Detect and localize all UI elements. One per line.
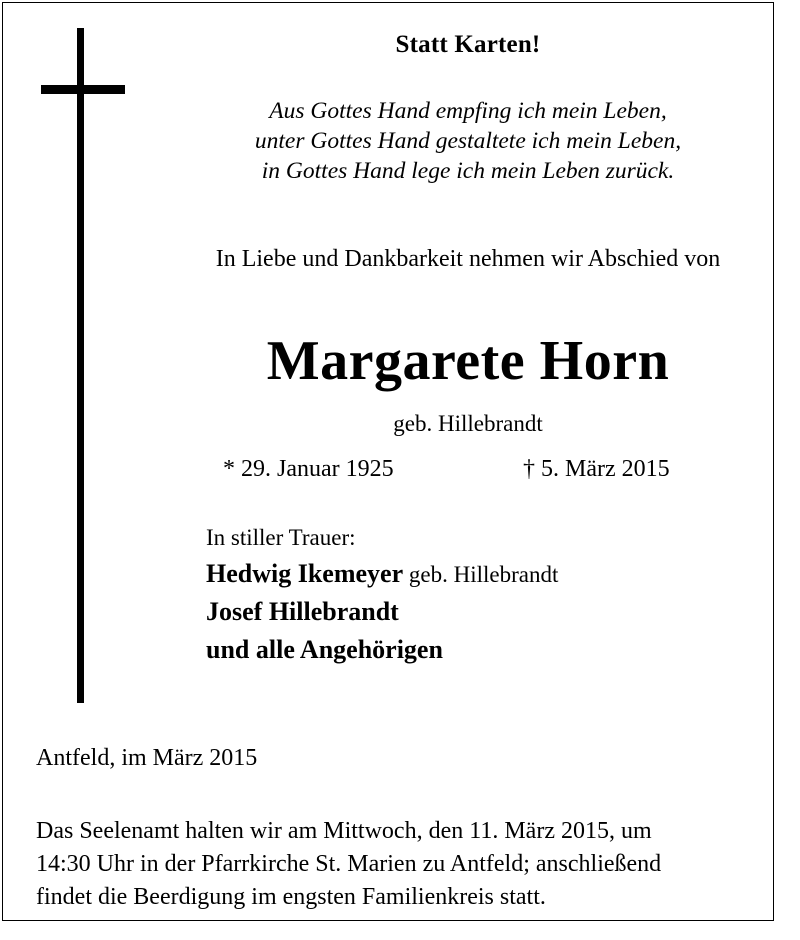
mourner-entry <box>206 633 766 667</box>
verse-line-2: unter Gottes Hand gestaltete ich mein Leben, <box>254 128 682 154</box>
memorial-verse <box>153 96 774 186</box>
deceased-name: Margarete Horn <box>266 330 670 392</box>
farewell-intro-text: In Liebe und Dankbarkeit nehmen wir Abschied von <box>215 246 721 272</box>
mourners-label: In stiller Trauer: <box>206 525 356 550</box>
service-info-line-2: 14:30 Uhr in der Pfarrkirche St. Marien zu Antfeld; anschließend <box>36 851 662 877</box>
life-dates <box>203 454 733 484</box>
deceased-maiden-name: geb. Hillebrandt <box>393 411 543 436</box>
verse-line-1: Aus Gottes Hand empfing ich mein Leben, <box>269 98 667 124</box>
verse-line-3: in Gottes Hand lege ich mein Leben zurück. <box>261 158 675 184</box>
mourner-entry <box>206 557 766 591</box>
mourners-block <box>206 522 766 667</box>
cross-vertical-bar <box>77 28 84 703</box>
death-date: † 5. März 2015 <box>523 456 670 482</box>
mourner-name: und alle Angehörigen <box>206 635 443 664</box>
service-info-line-1: Das Seelenamt halten wir am Mittwoch, den 11. März 2015, um <box>36 818 652 844</box>
notice-headline: Statt Karten! <box>395 31 541 58</box>
birth-date: * 29. Januar 1925 <box>223 456 394 482</box>
mourner-name: Hedwig Ikemeyer <box>206 559 404 588</box>
mourner-entry <box>206 595 766 629</box>
service-info-line-3: findet die Beerdigung im engsten Familienkreis statt. <box>36 884 546 910</box>
mourner-maiden-name: geb. Hillebrandt <box>403 562 559 587</box>
service-information <box>36 815 748 914</box>
place-and-date-line: Antfeld, im März 2015 <box>36 745 258 771</box>
cross-horizontal-bar <box>41 85 125 94</box>
obituary-notice <box>2 2 774 921</box>
mourner-name: Josef Hillebrandt <box>206 597 399 626</box>
